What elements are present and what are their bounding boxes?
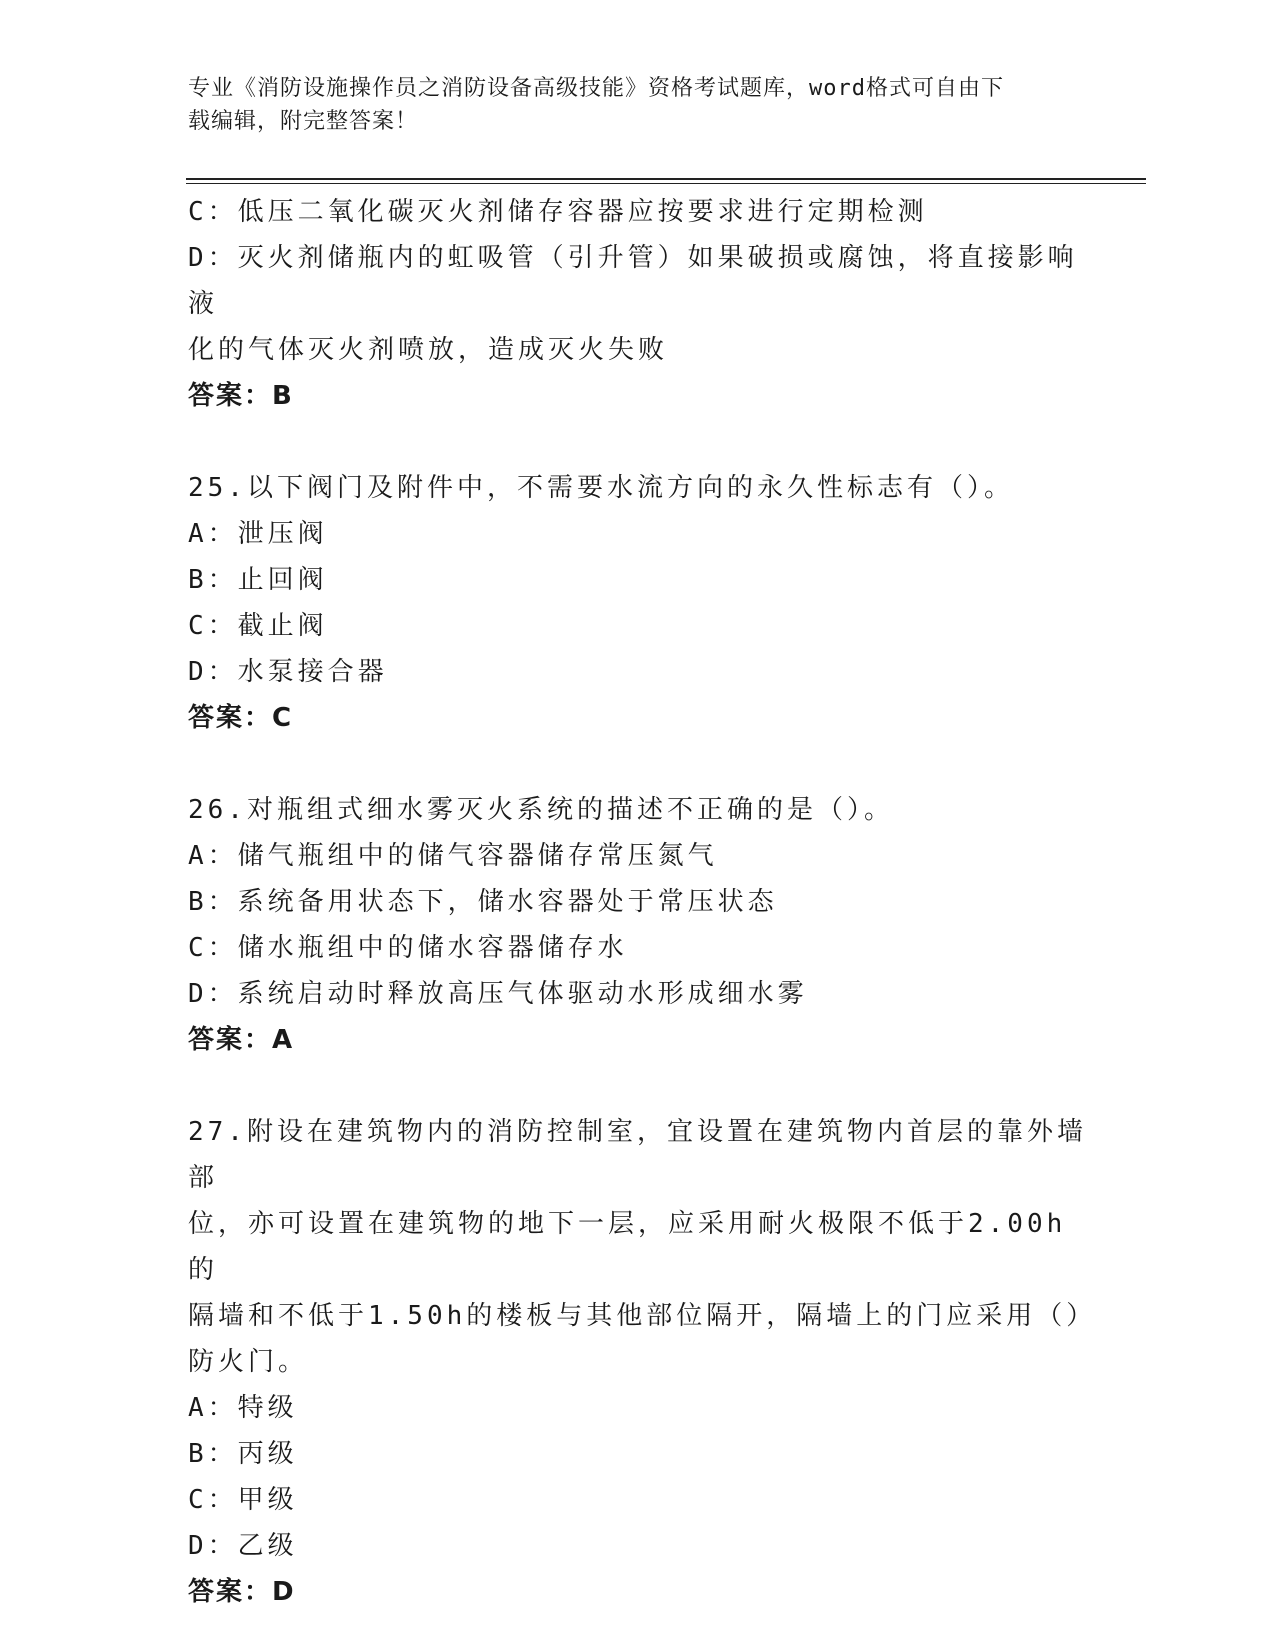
- question-text-line-3: 隔墙和不低于1.50h的楼板与其他部位隔开，隔墙上的门应采用（）: [188, 1301, 1097, 1331]
- question-text-line-4: 防火门。: [188, 1347, 309, 1377]
- spacer: [188, 419, 1088, 465]
- header-line-2: 载编辑，附完整答案！: [188, 109, 419, 134]
- spacer: [188, 741, 1088, 787]
- option-c: C：储水瓶组中的储水容器储存水: [188, 933, 628, 963]
- question-text-line-1: 27.附设在建筑物内的消防控制室，宜设置在建筑物内首层的靠外墙部: [188, 1117, 1087, 1193]
- question-text-line-2: 位，亦可设置在建筑物的地下一层，应采用耐火极限不低于2.00h的: [188, 1209, 1067, 1285]
- question-list: [188, 189, 1097, 1615]
- spacer: [188, 1063, 1088, 1109]
- answer: 答案：A: [188, 1025, 295, 1055]
- option-a: A：泄压阀: [188, 519, 328, 549]
- document-header: [188, 72, 1088, 138]
- question-text: 25.以下阀门及附件中，不需要水流方向的永久性标志有（）。: [188, 473, 1014, 503]
- answer: 答案：C: [188, 703, 294, 733]
- question-24-tail: [188, 189, 1088, 419]
- header-rule-thin: [186, 183, 1146, 184]
- option-a: A：特级: [188, 1393, 298, 1423]
- question-26: [188, 787, 1088, 1063]
- question-25: [188, 465, 1088, 741]
- option-c: C：低压二氧化碳灭火剂储存容器应按要求进行定期检测: [188, 197, 928, 227]
- answer: 答案：D: [188, 1577, 296, 1607]
- option-c: C：甲级: [188, 1485, 298, 1515]
- option-c: C：截止阀: [188, 611, 328, 641]
- question-27: [188, 1109, 1097, 1615]
- option-d: D：系统启动时释放高压气体驱动水形成细水雾: [188, 979, 808, 1009]
- answer: 答案：B: [188, 381, 294, 411]
- header-rule-thick: [186, 178, 1146, 180]
- option-b: B：丙级: [188, 1439, 298, 1469]
- option-b: B：系统备用状态下，储水容器处于常压状态: [188, 887, 778, 917]
- option-a: A：储气瓶组中的储气容器储存常压氮气: [188, 841, 718, 871]
- header-line-1: 专业《消防设施操作员之消防设备高级技能》资格考试题库，word格式可自由下: [188, 76, 1004, 101]
- option-d: D：乙级: [188, 1531, 298, 1561]
- option-d-line-1: D：灭火剂储瓶内的虹吸管（引升管）如果破损或腐蚀，将直接影响液: [188, 243, 1078, 319]
- option-d: D：水泵接合器: [188, 657, 388, 687]
- option-b: B：止回阀: [188, 565, 328, 595]
- option-d-line-2: 化的气体灭火剂喷放，造成灭火失败: [188, 335, 669, 365]
- question-text: 26.对瓶组式细水雾灭火系统的描述不正确的是（）。: [188, 795, 894, 825]
